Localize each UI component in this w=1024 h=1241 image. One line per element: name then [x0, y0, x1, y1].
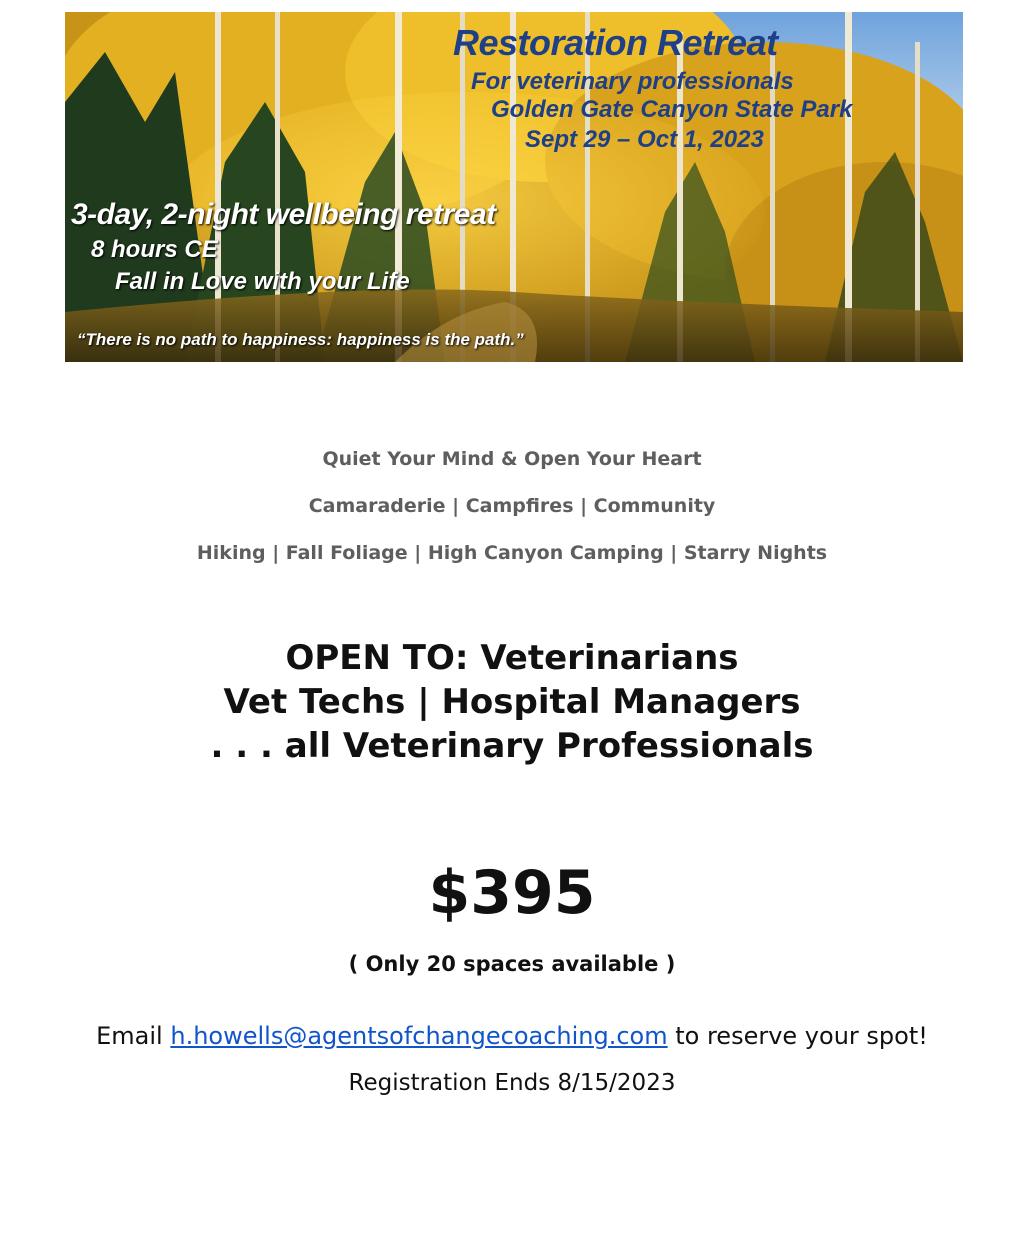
- price: $395: [428, 858, 596, 928]
- audience-line-2: Vet Techs | Hospital Managers: [223, 682, 801, 722]
- email-prefix: Email: [96, 1022, 171, 1050]
- feature-line-2: Camaraderie | Campfires | Community: [308, 495, 716, 517]
- email-link[interactable]: h.howells@agentsofchangecoaching.com: [170, 1022, 668, 1050]
- banner-subtitle: For veterinary professionals: [471, 68, 794, 95]
- aspen-forest-illustration: [65, 12, 963, 362]
- feature-line-1: Quiet Your Mind & Open Your Heart: [322, 448, 702, 470]
- audience-block: [0, 636, 1024, 768]
- banner-retreat: 3-day, 2-night wellbeing retreat: [71, 198, 496, 231]
- banner-image: [65, 12, 963, 362]
- email-line: [0, 1022, 1024, 1050]
- availability-note: ( Only 20 spaces available ): [348, 952, 676, 976]
- audience-line-3: . . . all Veterinary Professionals: [210, 726, 814, 766]
- banner-title: Restoration Retreat: [453, 22, 778, 63]
- banner-quote: “There is no path to happiness: happiness is the path.”: [77, 330, 524, 349]
- audience-line-1: OPEN TO: Veterinarians: [285, 638, 739, 678]
- feature-line-3: Hiking | Fall Foliage | High Canyon Camping | Starry Nights: [196, 542, 828, 564]
- banner-ce-hours: 8 hours CE: [91, 236, 218, 263]
- registration-deadline: Registration Ends 8/15/2023: [348, 1070, 676, 1096]
- banner-dates: Sept 29 – Oct 1, 2023: [525, 126, 764, 153]
- banner-tagline: Fall in Love with your Life: [115, 268, 410, 295]
- email-suffix: to reserve your spot!: [667, 1022, 928, 1050]
- banner-location: Golden Gate Canyon State Park: [491, 96, 853, 123]
